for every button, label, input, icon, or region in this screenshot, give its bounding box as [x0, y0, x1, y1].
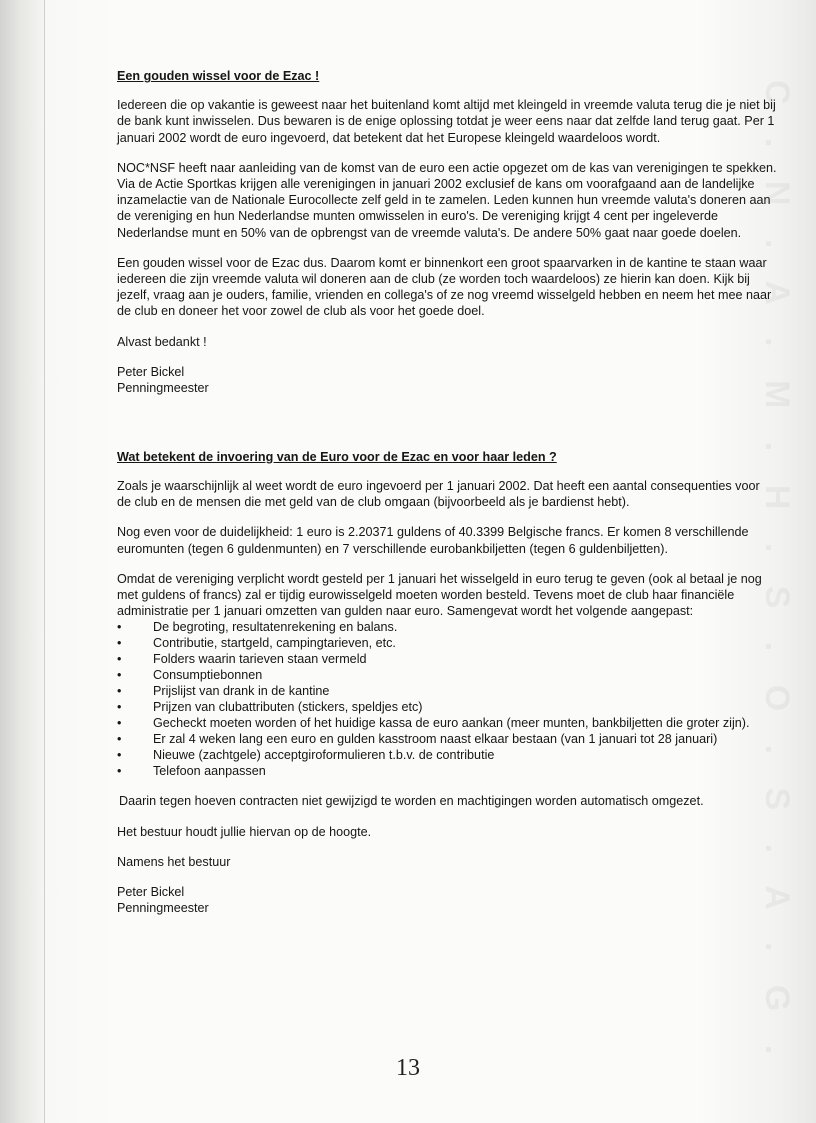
list-item: • Prijslijst van drank in de kantine	[117, 684, 330, 699]
signature-role: Penningmeester	[117, 380, 209, 395]
list-item: • Telefoon aanpassen	[117, 764, 266, 779]
paragraph: Een gouden wissel voor de Ezac dus. Daarom komt er binnenkort een groot spaarvarken in de kantine te staan waar iedereen die zijn vreemde valuta wil doneren aan de club (ze worden toch waardeloos) ze hierin kan doen. Kijk bij jezelf, vraag aan je ouders, familie, vrienden en collega's of ze nog vreemd wisselgeld hebben en neem het mee naar de club en doneer het voor zowel de club als voor het goede doel.	[117, 255, 772, 319]
signature-name: Peter Bickel	[117, 364, 185, 379]
page-binding-edge	[0, 0, 45, 1123]
signature-block	[117, 364, 777, 396]
article-heading: Een gouden wissel voor de Ezac !	[117, 69, 320, 83]
article-heading: Wat betekent de invoering van de Euro voor de Ezac en voor haar leden ?	[117, 449, 557, 464]
bullet-icon: •	[117, 764, 122, 779]
paragraph: Omdat de vereniging verplicht wordt gesteld per 1 januari het wisselgeld in euro terug te geven (ook al betaal je nog met guldens of francs) zal er tijdig eurowisselgeld moeten worden besteld. Tevens moet de club haar financiële administratie per 1 januari omzetten van gulden naar euro. Samengevat wordt het volgende aangepast:	[117, 571, 762, 619]
bullet-list	[117, 619, 777, 779]
page-content	[117, 68, 777, 930]
list-item: • Gecheckt moeten worden of het huidige kassa de euro aankan (meer munten, bankbiljetten die groter zijn).	[117, 716, 750, 731]
paragraph: NOC*NSF heeft naar aanleiding van de komst van de euro een actie opgezet om de kas van verenigingen te spekken. Via de Actie Sportkas krijgen alle verenigingen in januari 2002 exclusief de kans om voorafgaand aan de landelijke inzamelactie van de Nationale Eurocollecte zelf geld in te zamelen. Leden kunnen hun vreemde valuta's doneren aan de vereniging en hun Nederlandse munten omwisselen in euro's. De vereniging krijgt 4 cent per ingeleverde Nederlandse munt en 50% van de opbrengst van de vreemde valuta's. De andere 50% gaat naar goede doelen.	[117, 160, 777, 240]
bullet-icon: •	[117, 700, 122, 715]
paragraph: Het bestuur houdt jullie hiervan op de hoogte.	[117, 824, 372, 839]
paragraph: Iedereen die op vakantie is geweest naar het buitenland komt altijd met kleingeld in vreemde valuta terug die je niet bij de bank kunt inwisselen. Dus bewaren is de enige oplossing totdat je weer eens naar dat zelfde land terug gaat. Per 1 januari 2002 wordt de euro ingevoerd, dat betekent dat het Europese kleingeld waardeloos wordt.	[117, 98, 776, 145]
list-item: • Nieuwe (zachtgele) acceptgiroformulieren t.b.v. de contributie	[117, 748, 495, 763]
bullet-icon: •	[117, 732, 122, 747]
bullet-icon: •	[117, 652, 122, 667]
bullet-icon: •	[117, 636, 122, 651]
bullet-icon: •	[117, 716, 122, 731]
bullet-icon: •	[117, 668, 122, 683]
article-euro-donation	[117, 68, 777, 396]
paragraph: Nog even voor de duidelijkheid: 1 euro is 2.20371 guldens of 40.3399 Belgische francs. Er komen 8 verschillende euromunten (tegen 6 guldenmunten) en 7 verschillende eurobankbiljetten (tegen 6 guldenbiljetten).	[117, 525, 749, 556]
bullet-icon: •	[117, 748, 122, 763]
signature-block	[117, 884, 777, 916]
signature-role: Penningmeester	[117, 901, 209, 916]
list-item: • Contributie, startgeld, campingtarieven, etc.	[117, 636, 396, 651]
page-number: 13	[396, 1055, 420, 1081]
paragraph: Alvast bedankt !	[117, 334, 207, 349]
list-item: • Folders waarin tarieven staan vermeld	[117, 652, 367, 667]
paragraph: Zoals je waarschijnlijk al weet wordt de euro ingevoerd per 1 januari 2002. Dat heeft een aantal consequenties voor de club en de mensen die met geld van de club omgaan (bijvoorbeeld als je bardienst hebt).	[117, 479, 760, 510]
list-item: • De begroting, resultatenrekening en balans.	[117, 620, 398, 635]
signature-name: Peter Bickel	[117, 885, 185, 900]
bullet-icon: •	[117, 620, 122, 635]
list-item: • Prijzen van clubattributen (stickers, speldjes etc)	[117, 700, 423, 715]
paragraph: Daarin tegen hoeven contracten niet gewijzigd te worden en machtigingen worden automatisch omgezet.	[119, 794, 704, 809]
bullet-icon: •	[117, 684, 122, 699]
list-item: • Consumptiebonnen	[117, 668, 263, 683]
article-euro-introduction	[117, 449, 777, 916]
paragraph: Namens het bestuur	[117, 854, 231, 869]
list-item: • Er zal 4 weken lang een euro en gulden kasstroom naast elkaar bestaan (van 1 januari tot 28 januari)	[117, 732, 718, 747]
